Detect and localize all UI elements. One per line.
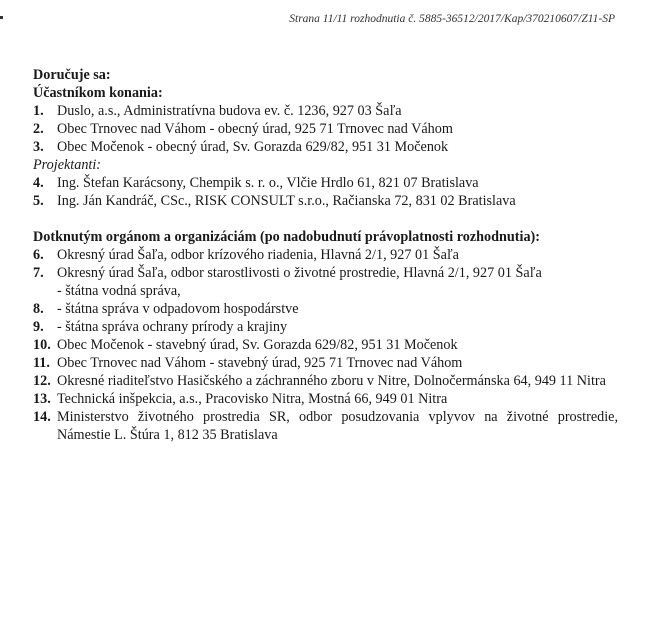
item-number: 5. — [33, 193, 44, 209]
item-number: 11. — [33, 355, 50, 371]
item-number: 10. — [33, 337, 51, 353]
item-text: Technická inšpekcia, a.s., Pracovisko Nitra, Mostná 66, 949 01 Nitra — [57, 391, 448, 407]
item-text: Duslo, a.s., Administratívna budova ev. č. 1236, 927 03 Šaľa — [57, 103, 402, 119]
item-number: 7. — [33, 265, 44, 281]
document-body — [33, 66, 618, 444]
item-number: 4. — [33, 175, 44, 191]
item-number: 14. — [33, 409, 51, 425]
item-text: - štátna správa v odpadovom hospodárstve — [57, 301, 299, 317]
list-item — [33, 246, 618, 264]
item-number: 9. — [33, 319, 44, 335]
list-item — [33, 336, 618, 354]
list-item — [33, 282, 618, 300]
list-item — [33, 102, 618, 120]
item-number: 8. — [33, 301, 44, 317]
list-item — [33, 120, 618, 138]
list-item — [33, 264, 618, 282]
item-text: - štátna vodná správa, — [57, 283, 181, 299]
list-item — [33, 372, 618, 390]
item-number: 3. — [33, 139, 44, 155]
item-text: Ministerstvo životného prostredia SR, odbor posudzovania vplyvov na životné prostredie, Námestie L. Štúra 1, 812 35 Bratislava — [57, 409, 618, 443]
participants-heading: Účastníkom konania: — [33, 85, 163, 101]
list-item — [33, 138, 618, 156]
delivery-heading: Doručuje sa: — [33, 67, 111, 83]
item-number — [33, 282, 57, 300]
item-text: Ing. Ján Kandráč, CSc., RISK CONSULT s.r.o., Račianska 72, 831 02 Bratislava — [57, 193, 516, 209]
item-number: 2. — [33, 121, 44, 137]
list-item — [33, 318, 618, 336]
list-item — [33, 354, 618, 372]
authorities-list — [33, 246, 618, 444]
participants-list — [33, 102, 618, 156]
item-number: 13. — [33, 391, 51, 407]
item-number: 12. — [33, 373, 51, 389]
page-header: Strana 11/11 rozhodnutia č. 5885-36512/2017/Kap/370210607/Z11-SP — [289, 13, 615, 25]
item-text: Obec Močenok - stavebný úrad, Sv. Gorazda 629/82, 951 31 Močenok — [57, 337, 458, 353]
designers-heading: Projektanti: — [33, 157, 102, 173]
list-item — [33, 390, 618, 408]
list-item — [33, 300, 618, 318]
item-text: Okresný úrad Šaľa, odbor starostlivosti o životné prostredie, Hlavná 2/1, 927 01 Šaľa — [57, 265, 542, 281]
item-text: Okresné riaditeľstvo Hasičského a záchranného zboru v Nitre, Dolnočermánska 64, 949 11 Nitra — [57, 373, 606, 389]
designers-list — [33, 174, 618, 210]
item-number: 1. — [33, 103, 44, 119]
item-text: Obec Trnovec nad Váhom - stavebný úrad, 925 71 Trnovec nad Váhom — [57, 355, 463, 371]
list-item — [33, 192, 618, 210]
item-text: Okresný úrad Šaľa, odbor krízového riadenia, Hlavná 2/1, 927 01 Šaľa — [57, 247, 459, 263]
item-text: - štátna správa ochrany prírody a krajiny — [57, 319, 288, 335]
punch-mark — [0, 16, 3, 19]
item-text: Obec Močenok - obecný úrad, Sv. Gorazda 629/82, 951 31 Močenok — [57, 139, 449, 155]
list-item — [33, 174, 618, 192]
item-number: 6. — [33, 247, 44, 263]
authorities-heading: Dotknutým orgánom a organizáciám (po nadobudnutí právoplatnosti rozhodnutia): — [33, 229, 541, 245]
list-item — [33, 408, 618, 444]
item-text: Ing. Štefan Karácsony, Chempik s. r. o., Vlčie Hrdlo 61, 821 07 Bratislava — [57, 175, 479, 191]
item-text: Obec Trnovec nad Váhom - obecný úrad, 925 71 Trnovec nad Váhom — [57, 121, 453, 137]
